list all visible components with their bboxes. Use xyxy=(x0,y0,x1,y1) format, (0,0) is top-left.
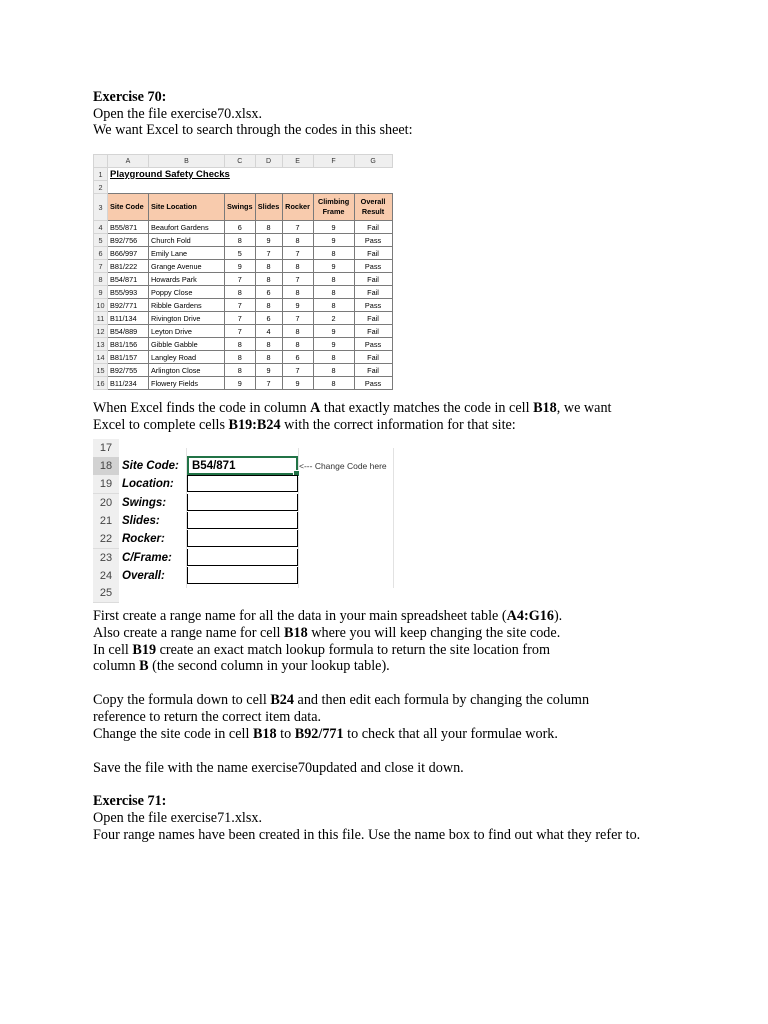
table-cell[interactable]: 8 xyxy=(313,286,354,299)
table-cell[interactable]: 7 xyxy=(282,247,313,260)
table-cell[interactable]: Pass xyxy=(354,260,392,273)
table-cell[interactable]: B11/134 xyxy=(108,312,149,325)
row-number[interactable]: 2 xyxy=(94,181,108,194)
exercise-70-heading: Exercise 70: xyxy=(93,89,167,105)
table-cell[interactable]: Beaufort Gardens xyxy=(149,221,225,234)
table-cell[interactable]: 8 xyxy=(225,351,256,364)
table-cell[interactable]: 8 xyxy=(282,234,313,247)
table-cell[interactable]: 9 xyxy=(313,325,354,338)
field-label[interactable]: Slides: xyxy=(122,514,160,527)
table-cell[interactable]: Poppy Close xyxy=(149,286,225,299)
table-cell[interactable]: 8 xyxy=(255,351,282,364)
table-cell[interactable]: B54/871 xyxy=(108,273,149,286)
row-number[interactable]: 14 xyxy=(94,351,108,364)
table-cell[interactable]: B54/889 xyxy=(108,325,149,338)
table-cell[interactable]: 8 xyxy=(255,338,282,351)
result-cell[interactable] xyxy=(187,549,298,566)
select-all-corner[interactable] xyxy=(94,155,108,168)
instruction-line: Excel to complete cells B19:B24 with the correct information for that site: xyxy=(93,417,516,433)
table-row xyxy=(94,351,393,364)
table-cell[interactable]: 7 xyxy=(282,273,313,286)
result-cell[interactable] xyxy=(187,567,298,584)
table-cell[interactable]: B81/156 xyxy=(108,338,149,351)
instruction-line: reference to return the correct item data. xyxy=(93,709,322,725)
row-number[interactable]: 15 xyxy=(94,364,108,377)
table-cell[interactable]: 8 xyxy=(313,364,354,377)
result-cell[interactable] xyxy=(187,512,298,529)
table-row xyxy=(94,377,393,390)
row-partial-bottom xyxy=(93,584,398,602)
row-number[interactable]: 6 xyxy=(94,247,108,260)
table-cell[interactable]: 6 xyxy=(282,351,313,364)
table-cell[interactable]: B92/756 xyxy=(108,234,149,247)
row-number[interactable]: 20 xyxy=(93,494,119,513)
table-cell[interactable]: 8 xyxy=(225,338,256,351)
field-label[interactable]: Swings: xyxy=(122,496,167,509)
sheet-title[interactable]: Playground Safety Checks xyxy=(110,168,230,180)
column-header[interactable]: A xyxy=(108,155,149,168)
table-cell[interactable]: 7 xyxy=(255,247,282,260)
lookup-sheet xyxy=(93,442,398,599)
header-rocker[interactable]: Rocker xyxy=(282,194,313,221)
table-cell[interactable]: 9 xyxy=(255,364,282,377)
lookup-row xyxy=(93,475,398,493)
table-cell[interactable]: B55/871 xyxy=(108,221,149,234)
lookup-row xyxy=(93,512,398,530)
table-cell[interactable]: B81/222 xyxy=(108,260,149,273)
row-number[interactable]: 16 xyxy=(94,377,108,390)
table-cell[interactable]: 8 xyxy=(225,286,256,299)
exercise-71-description: Four range names have been created in this file. Use the name box to find out what they refer to. xyxy=(93,827,641,843)
instruction-line: Also create a range name for cell B18 where you will keep changing the site code. xyxy=(93,625,561,641)
table-cell[interactable]: Emily Lane xyxy=(149,247,225,260)
table-cell[interactable]: 7 xyxy=(282,221,313,234)
field-label[interactable]: Rocker: xyxy=(122,533,165,546)
lookup-row xyxy=(93,530,398,548)
row-number[interactable]: 4 xyxy=(94,221,108,234)
column-header-row xyxy=(94,155,393,168)
table-cell[interactable]: 6 xyxy=(255,312,282,325)
field-label[interactable]: C/Frame: xyxy=(122,551,172,564)
table-cell[interactable]: 2 xyxy=(313,312,354,325)
table-cell[interactable]: Pass xyxy=(354,338,392,351)
row-number[interactable]: 3 xyxy=(94,194,108,221)
table-cell[interactable]: Fail xyxy=(354,364,392,377)
row-number[interactable]: 5 xyxy=(94,234,108,247)
column-header[interactable]: G xyxy=(354,155,392,168)
row-number[interactable]: 21 xyxy=(93,512,119,531)
row-number[interactable]: 7 xyxy=(94,260,108,273)
header-overall-result[interactable]: Overall Result xyxy=(354,194,392,221)
header-row xyxy=(94,194,393,221)
table-cell[interactable]: 9 xyxy=(225,377,256,390)
table-cell[interactable]: Gibble Gabble xyxy=(149,338,225,351)
table-cell[interactable]: Pass xyxy=(354,377,392,390)
header-climbing-frame[interactable]: Climbing Frame xyxy=(313,194,354,221)
table-cell[interactable]: 8 xyxy=(313,377,354,390)
column-header[interactable]: F xyxy=(313,155,354,168)
table-cell[interactable]: Fail xyxy=(354,221,392,234)
row-partial-top xyxy=(93,439,398,457)
table-cell[interactable]: 9 xyxy=(313,234,354,247)
table-cell[interactable]: 9 xyxy=(225,260,256,273)
row-number[interactable]: 18 xyxy=(93,457,119,476)
instruction-line: When Excel finds the code in column A that exactly matches the code in cell B18, we want xyxy=(93,400,612,416)
table-cell[interactable]: Flowery Fields xyxy=(149,377,225,390)
instruction-line: column B (the second column in your lookup table). xyxy=(93,658,390,674)
table-cell[interactable]: B55/993 xyxy=(108,286,149,299)
header-swings[interactable]: Swings xyxy=(225,194,256,221)
table-cell[interactable]: Fail xyxy=(354,286,392,299)
table-cell[interactable]: B92/755 xyxy=(108,364,149,377)
table-cell[interactable]: Arlington Close xyxy=(149,364,225,377)
table-cell[interactable]: Fail xyxy=(354,351,392,364)
table-cell[interactable]: 8 xyxy=(255,299,282,312)
save-instruction: Save the file with the name exercise70updated and close it down. xyxy=(93,760,464,776)
row-number[interactable]: 10 xyxy=(94,299,108,312)
instruction-line: First create a range name for all the data in your main spreadsheet table (A4:G16). xyxy=(93,608,563,624)
table-cell[interactable]: B66/997 xyxy=(108,247,149,260)
row-number[interactable]: 1 xyxy=(94,168,108,181)
table-row xyxy=(94,247,393,260)
row-number[interactable]: 22 xyxy=(93,530,119,549)
table-cell[interactable]: Grange Avenue xyxy=(149,260,225,273)
column-header[interactable]: E xyxy=(282,155,313,168)
table-cell[interactable]: 9 xyxy=(282,299,313,312)
table-cell[interactable]: Langley Road xyxy=(149,351,225,364)
field-label[interactable]: Overall: xyxy=(122,569,165,582)
column-header[interactable]: C xyxy=(225,155,256,168)
row-number[interactable]: 12 xyxy=(94,325,108,338)
table-cell[interactable]: 9 xyxy=(313,338,354,351)
table-row xyxy=(94,312,393,325)
table-row xyxy=(94,325,393,338)
table-cell[interactable]: 8 xyxy=(282,325,313,338)
table-cell[interactable]: 8 xyxy=(313,247,354,260)
title-row xyxy=(94,168,393,181)
table-cell[interactable]: Church Fold xyxy=(149,234,225,247)
table-cell[interactable]: Ribble Gardens xyxy=(149,299,225,312)
table-cell[interactable]: 6 xyxy=(225,221,256,234)
table-cell[interactable]: Leyton Drive xyxy=(149,325,225,338)
table-row xyxy=(94,221,393,234)
lookup-row xyxy=(93,549,398,567)
table-cell[interactable]: 8 xyxy=(282,338,313,351)
table-row xyxy=(94,338,393,351)
table-cell[interactable]: 6 xyxy=(255,286,282,299)
table-cell[interactable]: 7 xyxy=(282,312,313,325)
table-cell[interactable]: 4 xyxy=(255,325,282,338)
table-cell[interactable]: Fail xyxy=(354,273,392,286)
row-number[interactable]: 17 xyxy=(93,439,119,458)
site-code-value: B54/871 xyxy=(192,460,236,472)
table-cell[interactable]: 8 xyxy=(282,260,313,273)
table-cell[interactable]: 7 xyxy=(225,312,256,325)
row-number[interactable]: 9 xyxy=(94,286,108,299)
table-cell[interactable]: Fail xyxy=(354,247,392,260)
row-number[interactable]: 8 xyxy=(94,273,108,286)
table-cell[interactable]: 7 xyxy=(225,273,256,286)
header-site-code[interactable]: Site Code xyxy=(108,194,149,221)
field-label[interactable]: Site Code: xyxy=(122,460,179,472)
column-header[interactable]: B xyxy=(149,155,225,168)
table-row xyxy=(94,299,393,312)
table-cell[interactable]: 8 xyxy=(255,221,282,234)
table-cell[interactable]: B11/234 xyxy=(108,377,149,390)
header-site-location[interactable]: Site Location xyxy=(149,194,225,221)
change-code-note: <--- Change Code here xyxy=(299,461,387,471)
result-cell[interactable] xyxy=(187,494,298,511)
table-cell[interactable]: 7 xyxy=(225,299,256,312)
lookup-row xyxy=(93,567,398,585)
table-cell[interactable]: 7 xyxy=(255,377,282,390)
table-cell[interactable]: 8 xyxy=(255,260,282,273)
row-number[interactable]: 19 xyxy=(93,475,119,494)
table-cell[interactable]: 8 xyxy=(225,234,256,247)
table-row xyxy=(94,286,393,299)
table-cell[interactable]: Pass xyxy=(354,299,392,312)
table-cell[interactable]: 8 xyxy=(313,351,354,364)
instruction-line: Copy the formula down to cell B24 and then edit each formula by changing the column xyxy=(93,692,590,708)
table-cell[interactable]: Fail xyxy=(354,325,392,338)
row-number[interactable]: 13 xyxy=(94,338,108,351)
blank-row xyxy=(94,181,393,194)
row-number[interactable]: 23 xyxy=(93,549,119,568)
table-cell[interactable]: 9 xyxy=(255,234,282,247)
lookup-row xyxy=(93,494,398,512)
field-label[interactable]: Location: xyxy=(122,478,174,491)
table-cell[interactable]: B81/157 xyxy=(108,351,149,364)
table-cell[interactable]: 9 xyxy=(313,260,354,273)
table-cell[interactable]: 8 xyxy=(313,299,354,312)
table-cell[interactable]: 5 xyxy=(225,247,256,260)
table-cell[interactable]: 7 xyxy=(225,325,256,338)
site-code-cell[interactable] xyxy=(187,456,298,475)
exercise-71-heading: Exercise 71: xyxy=(93,793,167,809)
header-slides[interactable]: Slides xyxy=(255,194,282,221)
table-row xyxy=(94,234,393,247)
table-cell[interactable]: 8 xyxy=(282,286,313,299)
table-cell[interactable]: 7 xyxy=(282,364,313,377)
table-row xyxy=(94,364,393,377)
table-cell[interactable]: 8 xyxy=(255,273,282,286)
playground-safety-sheet xyxy=(93,154,397,388)
table-row xyxy=(94,273,393,286)
row-number[interactable]: 25 xyxy=(93,584,119,603)
instruction-line: Change the site code in cell B18 to B92/771 to check that all your formulae work. xyxy=(93,726,558,742)
row-number[interactable]: 24 xyxy=(93,567,119,586)
table-cell[interactable]: Howards Park xyxy=(149,273,225,286)
table-cell[interactable]: 8 xyxy=(313,273,354,286)
table-cell[interactable]: 9 xyxy=(282,377,313,390)
table-cell[interactable]: Rivington Drive xyxy=(149,312,225,325)
exercise-70-open-line: Open the file exercise70.xlsx. xyxy=(93,106,263,122)
table-cell[interactable]: 9 xyxy=(313,221,354,234)
result-cell[interactable] xyxy=(187,475,298,492)
exercise-71-open-line: Open the file exercise71.xlsx. xyxy=(93,810,263,826)
exercise-70-search-line: We want Excel to search through the codes in this sheet: xyxy=(93,122,413,138)
table-cell[interactable]: 8 xyxy=(225,364,256,377)
table-cell[interactable]: Fail xyxy=(354,312,392,325)
instruction-line: In cell B19 create an exact match lookup formula to return the site location from xyxy=(93,642,550,658)
column-header[interactable]: D xyxy=(255,155,282,168)
table-cell[interactable]: B92/771 xyxy=(108,299,149,312)
row-number[interactable]: 11 xyxy=(94,312,108,325)
table-cell[interactable]: Pass xyxy=(354,234,392,247)
result-cell[interactable] xyxy=(187,530,298,547)
table-row xyxy=(94,260,393,273)
